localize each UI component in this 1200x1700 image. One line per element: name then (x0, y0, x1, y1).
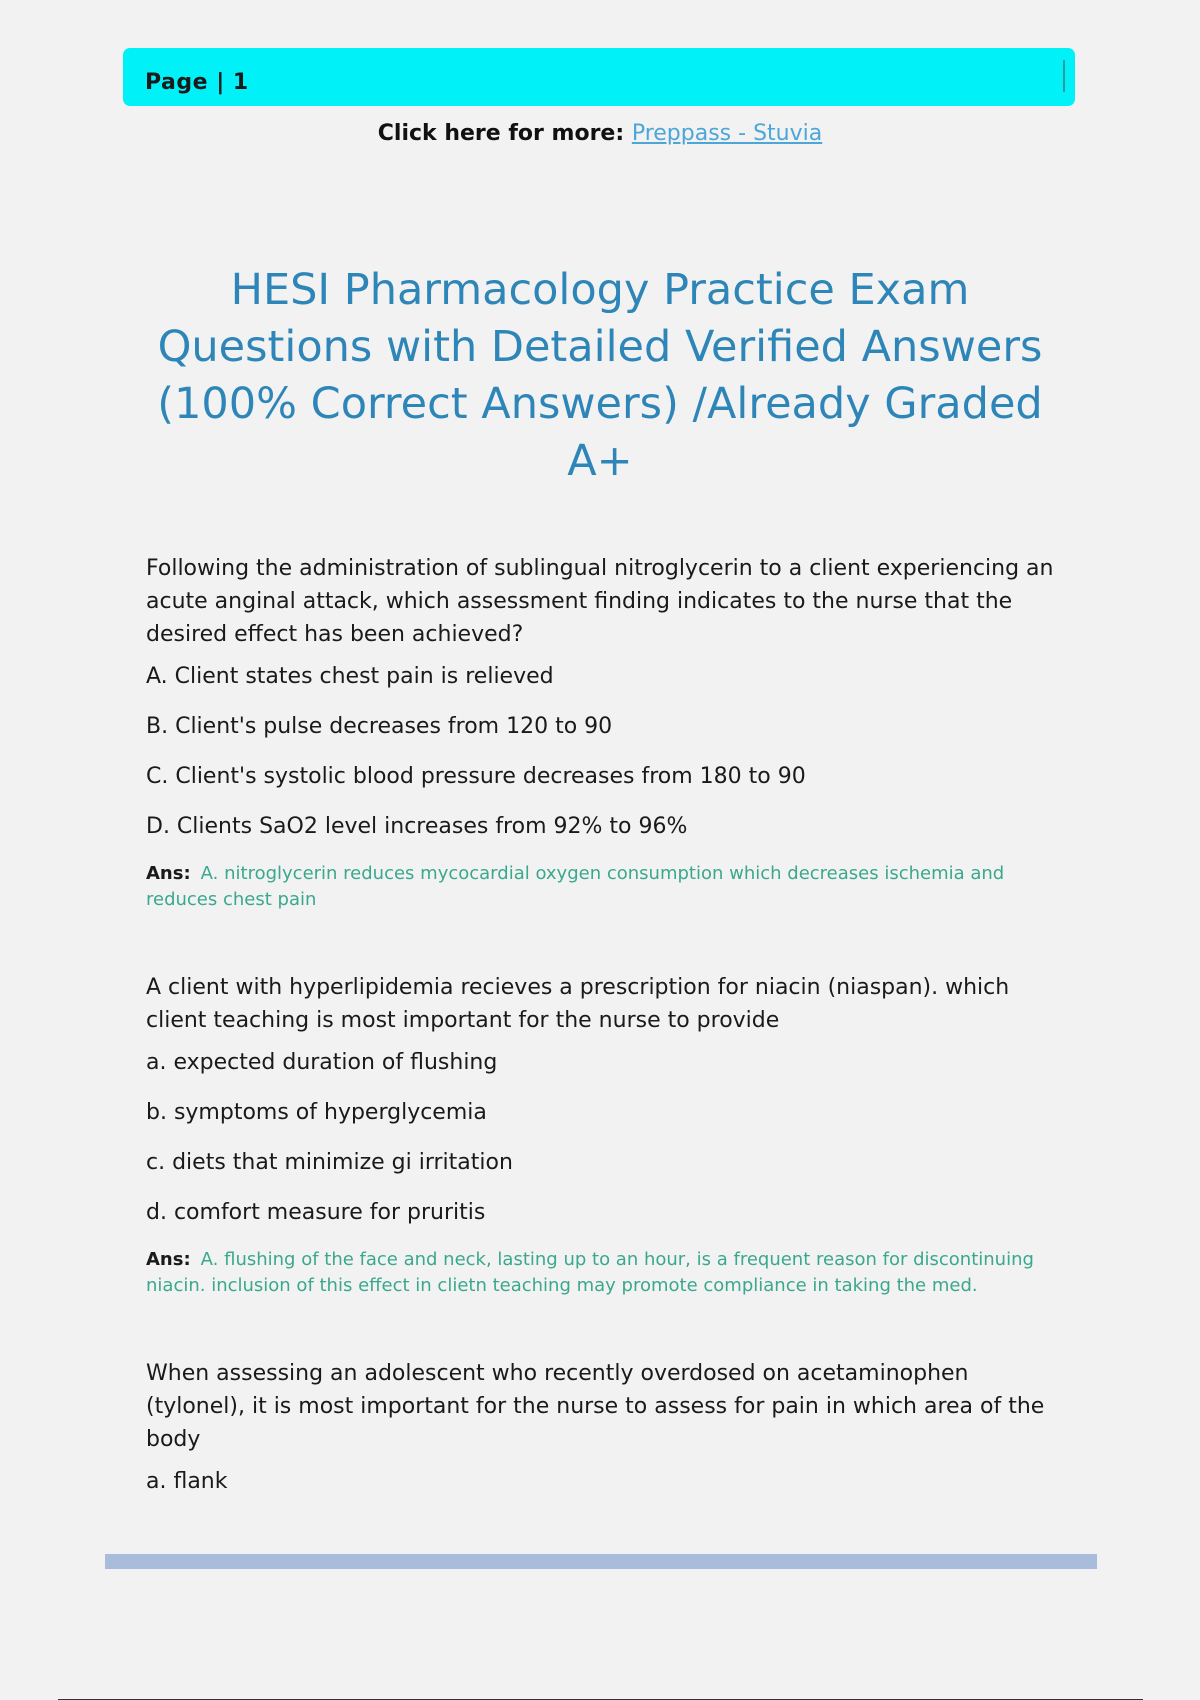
preppass-stuvia-link[interactable]: Preppass - Stuvia (631, 121, 823, 146)
document-title: HESI Pharmacology Practice Exam Questions with Detailed Verified Answers (100% Correct Answers) /Already Graded A+ (157, 265, 1043, 486)
option-b: B. Client's pulse decreases from 120 to 90 (146, 714, 613, 739)
questions-section (146, 552, 1066, 1554)
more-line (0, 121, 1200, 146)
option-d: D. Clients SaO2 level increases from 92% to 96% (146, 814, 688, 839)
page-number: Page | 1 (145, 70, 249, 95)
option-c: c. diets that minimize gi irritation (146, 1150, 513, 1175)
option-d: d. comfort measure for pruritis (146, 1200, 486, 1225)
question-2 (146, 971, 1066, 1299)
question-stem: A client with hyperlipidemia recieves a prescription for niacin (niaspan). which client teaching is most important for the nurse to provide (146, 975, 1010, 1033)
question-1 (146, 552, 1066, 913)
footer-bar (105, 1554, 1097, 1569)
question-stem: When assessing an adolescent who recently overdosed on acetaminophen (tylonel), it is most important for the nurse to assess for pain in which area of the body (146, 1361, 1045, 1452)
option-a: a. expected duration of flushing (146, 1050, 498, 1075)
answer (146, 861, 1066, 913)
option-b: b. symptoms of hyperglycemia (146, 1100, 487, 1125)
answer-text: A. nitroglycerin reduces mycocardial oxygen consumption which decreases ischemia and reduces chest pain (146, 863, 1005, 910)
page-header (123, 48, 1075, 106)
option-c: C. Client's systolic blood pressure decreases from 180 to 90 (146, 764, 806, 789)
answer (146, 1247, 1066, 1299)
answer-label: Ans: (146, 863, 191, 884)
more-prefix: Click here for more: (377, 121, 625, 146)
answer-label: Ans: (146, 1249, 191, 1270)
question-3 (146, 1357, 1066, 1496)
answer-text: A. flushing of the face and neck, lasting up to an hour, is a frequent reason for discontinuing niacin. inclusion of this effect in clietn teaching may promote compliance in taking the med. (146, 1249, 1034, 1296)
option-a: a. flank (146, 1469, 228, 1494)
question-stem: Following the administration of sublingual nitroglycerin to a client experiencing an acute anginal attack, which assessment finding indicates to the nurse that the desired effect has been achieved? (146, 556, 1054, 647)
option-a: A. Client states chest pain is relieved (146, 664, 554, 689)
header-divider (1063, 60, 1065, 92)
